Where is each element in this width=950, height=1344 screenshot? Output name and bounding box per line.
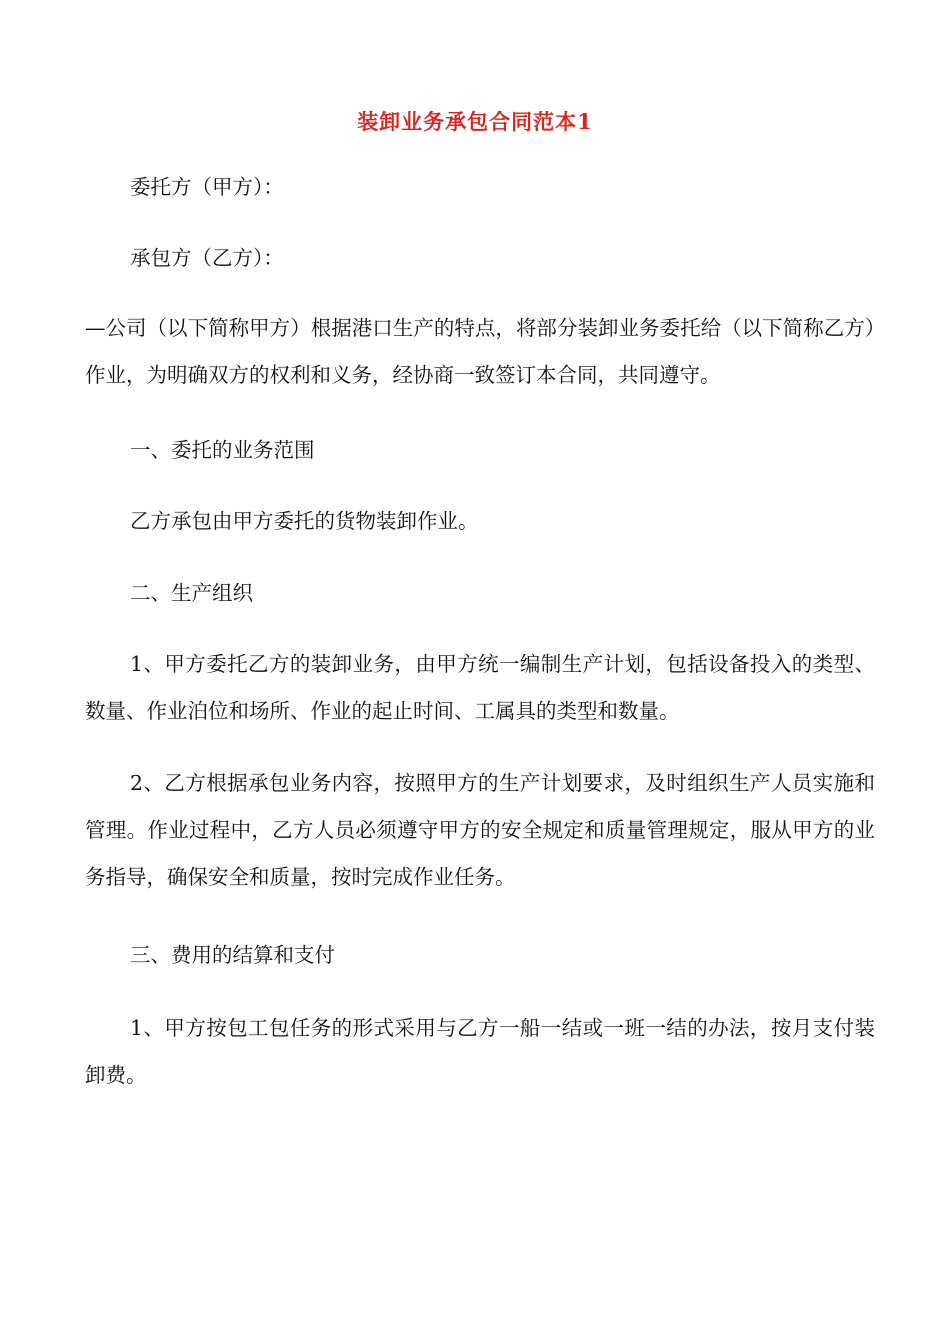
- party-b-line: 承包方（乙方）：: [130, 246, 284, 270]
- organization-item-1: 1、甲方委托乙方的装卸业务，由甲方统一编制生产计划，包括设备投入的类型、数量、作业泊位和场所、作业的起止时间、工属具的类型和数量。: [85, 652, 875, 723]
- document-title: 装卸业务承包合同范本1: [357, 109, 593, 134]
- intro-paragraph: —公司（以下简称甲方）根据港口生产的特点，将部分装卸业务委托给（以下简称乙方）作业，为明确双方的权利和义务，经协商一致签订本合同，共同遵守。: [85, 316, 875, 387]
- section-heading-organization: 二、生产组织: [130, 581, 253, 605]
- party-a-line: 委托方（甲方）：: [130, 175, 284, 199]
- section-heading-payment: 三、费用的结算和支付: [130, 943, 335, 967]
- scope-paragraph: 乙方承包由甲方委托的货物装卸作业。: [130, 509, 479, 533]
- payment-item-1: 1、甲方按包工包任务的形式采用与乙方一船一结或一班一结的办法，按月支付装卸费。: [85, 1016, 875, 1087]
- organization-item-2: 2、乙方根据承包业务内容，按照甲方的生产计划要求，及时组织生产人员实施和管理。作业过程中，乙方人员必须遵守甲方的安全规定和质量管理规定，服从甲方的业务指导，确保安全和质量，按时完成作业任务。: [85, 771, 875, 889]
- section-heading-scope: 一、委托的业务范围: [130, 438, 315, 462]
